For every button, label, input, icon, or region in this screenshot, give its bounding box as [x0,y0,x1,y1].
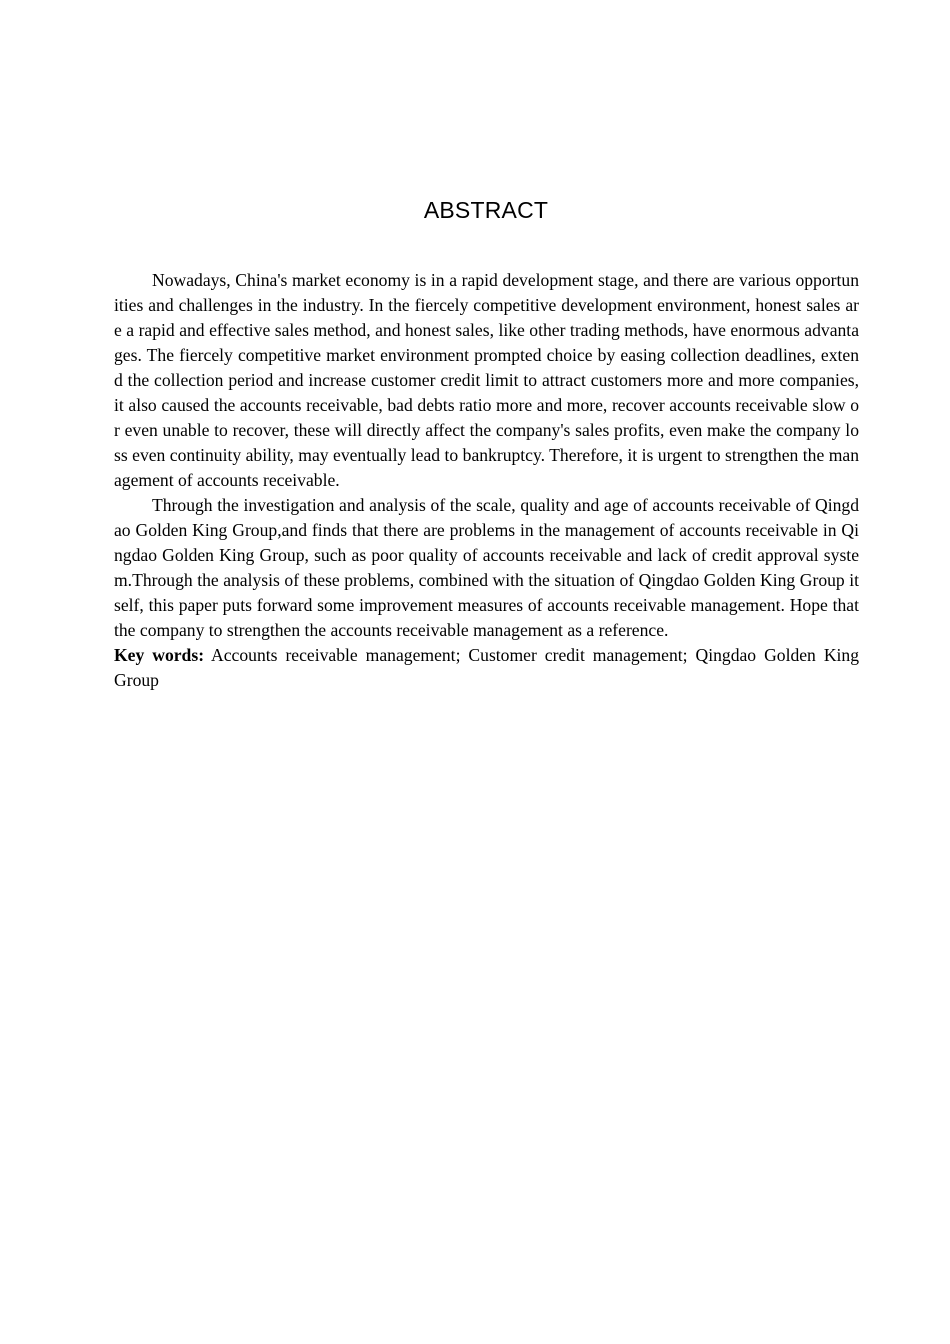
abstract-paragraph-1: Nowadays, China's market economy is in a rapid development stage, and there are various opportunities and challenges in the industry. In the fiercely competitive development environment, honest sales are a rapid and effective sales method, and honest sales, like other trading methods, have enormous advantages. The fiercely competitive market environment prompted choice by easing collection deadlines, extend the collection period and increase customer credit limit to attract customers more and more companies, it also caused the accounts receivable, bad debts ratio more and more, recover accounts receivable slow or even unable to recover, these will directly affect the company's sales profits, even make the company loss even continuity ability, may eventually lead to bankruptcy. Therefore, it is urgent to strengthen the management of accounts receivable. [114,270,859,490]
keywords-label: Key words: [114,645,205,665]
abstract-paragraph-2: Through the investigation and analysis of the scale, quality and age of accounts receivable of Qingdao Golden King Group,and finds that there are problems in the management of accounts receivable in Qingdao Golden King Group, such as poor quality of accounts receivable and lack of credit approval system.Through the analysis of these problems, combined with the situation of Qingdao Golden King Group itself, this paper puts forward some improvement measures of accounts receivable management. Hope that the company to strengthen the accounts receivable management as a reference. [114,495,859,640]
keywords-line [114,643,859,693]
abstract-title: ABSTRACT [423,197,549,223]
abstract-body [114,268,859,693]
keywords-text: Accounts receivable management; Customer credit management; Qingdao Golden King Group [114,645,860,690]
